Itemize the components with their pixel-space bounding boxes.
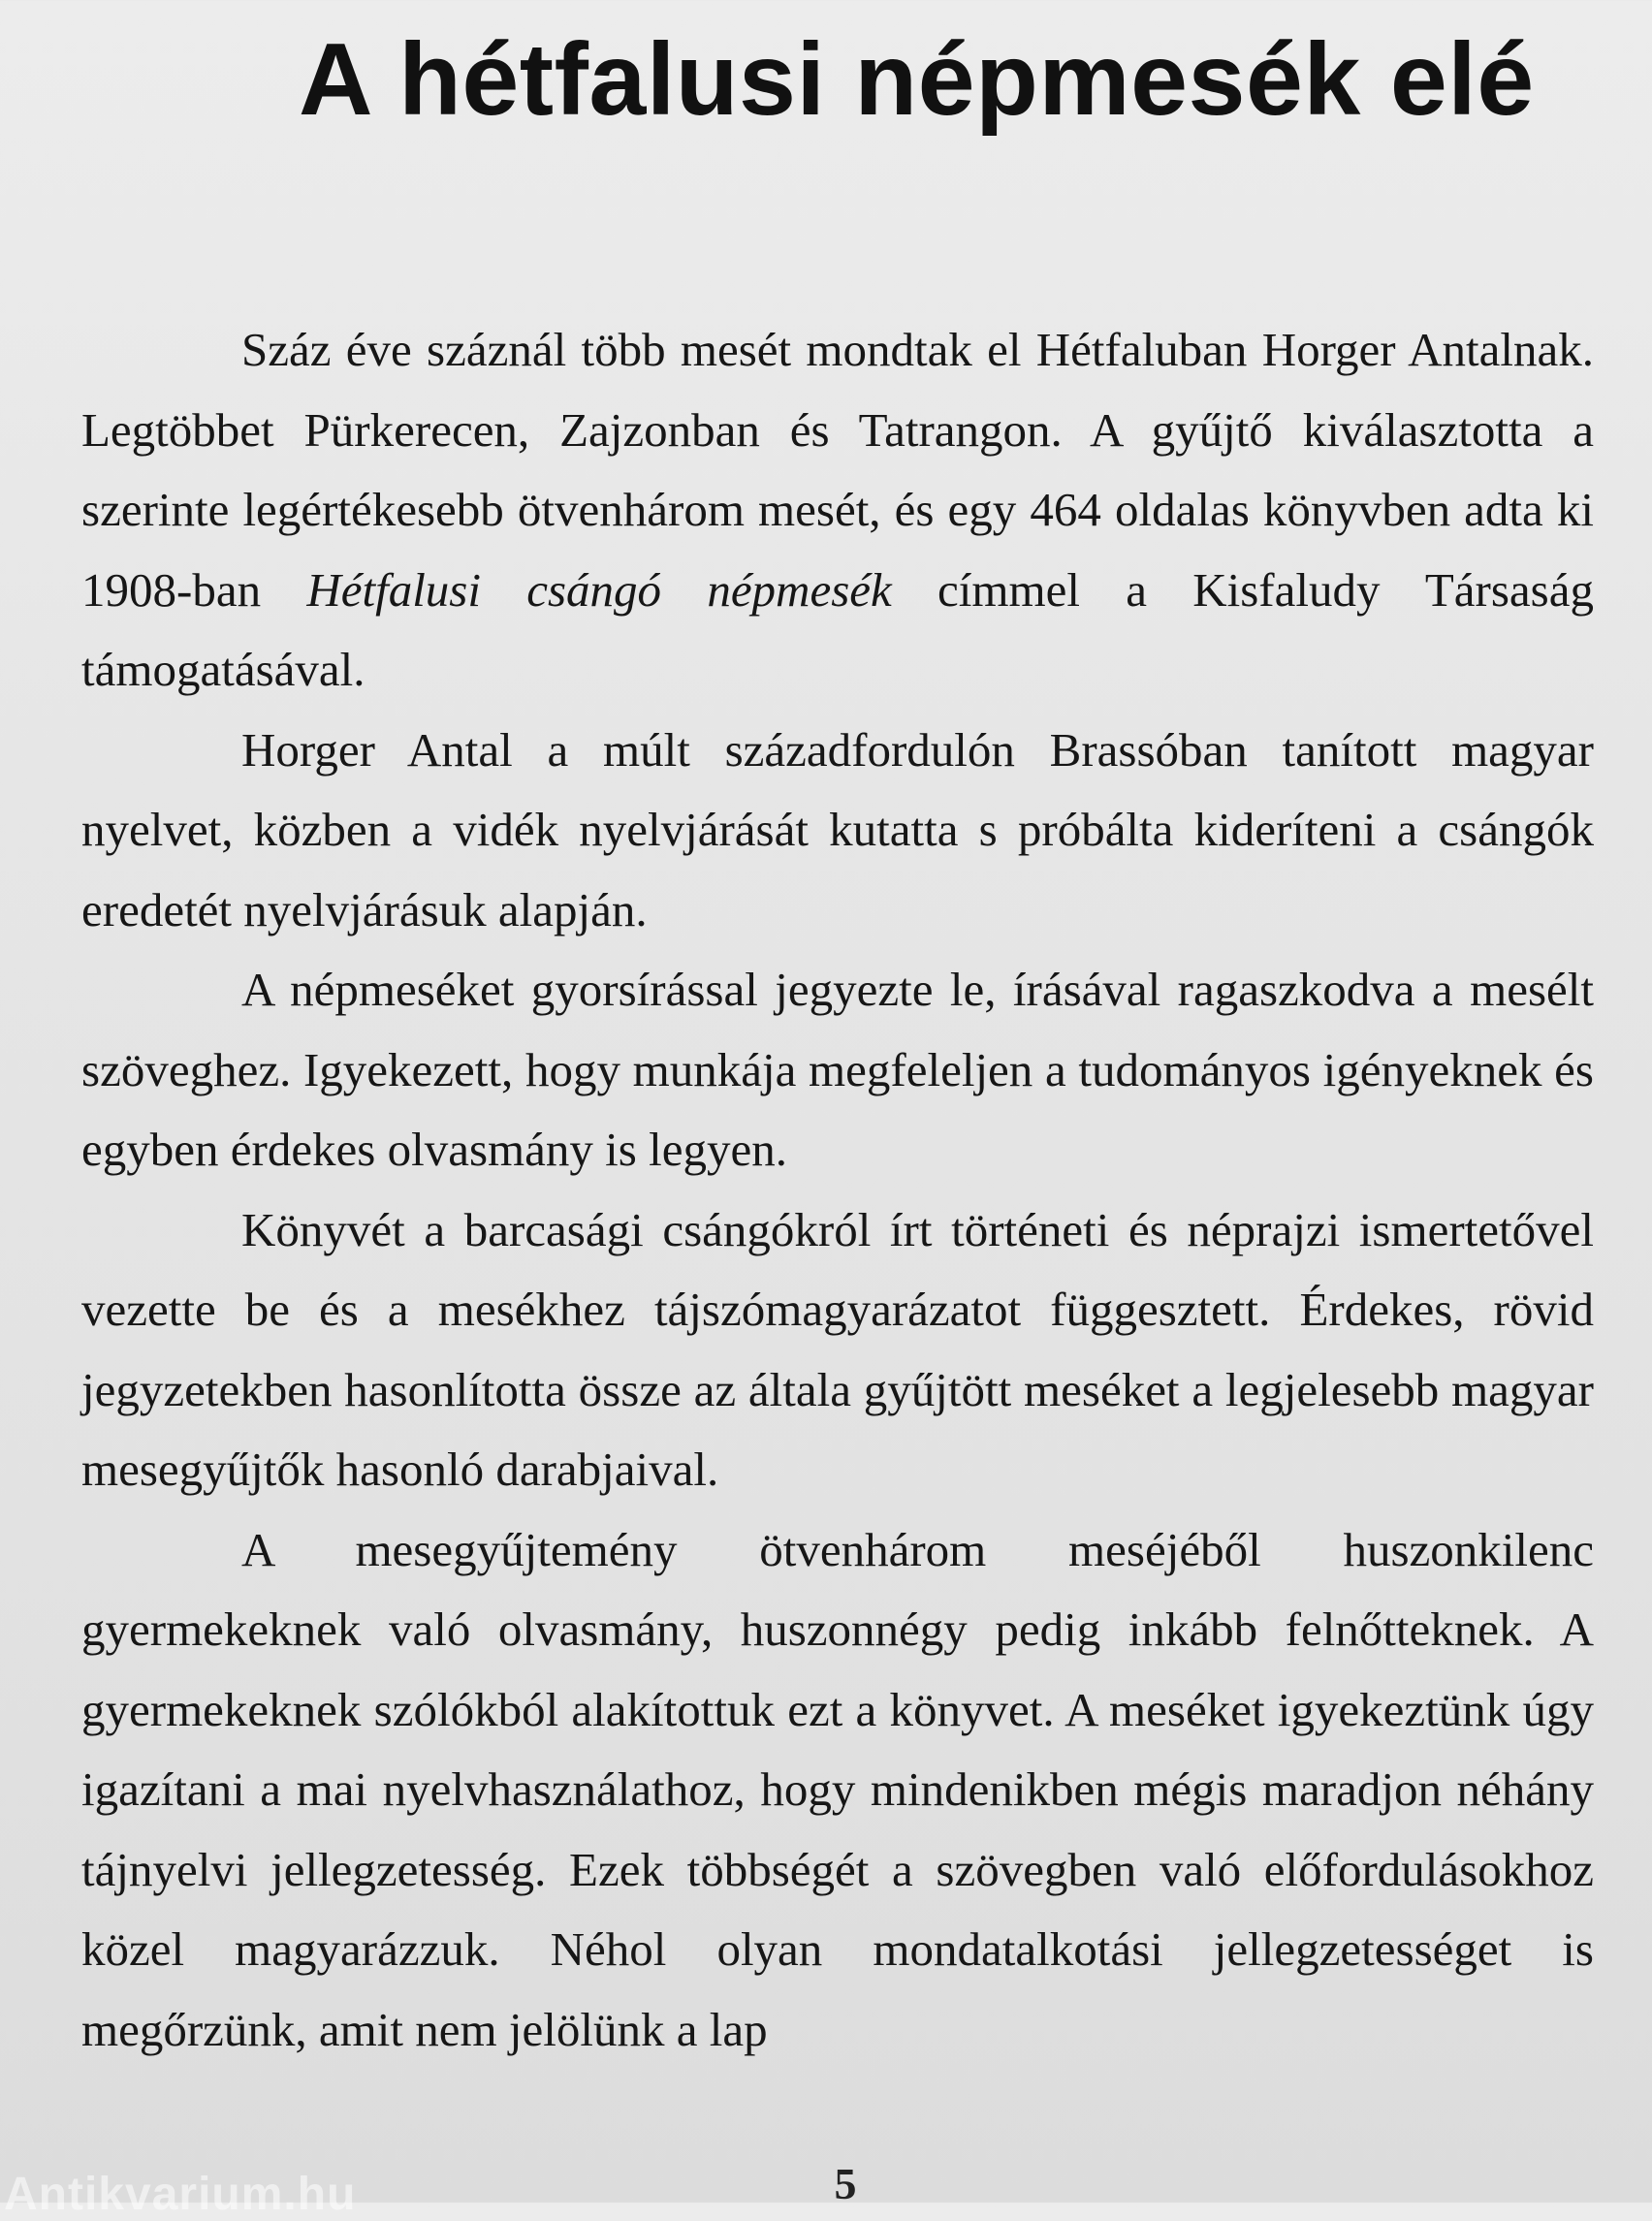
paragraph-3: A népmeséket gyorsírással jegyezte le, írásával ragaszkodva a mesélt szöveghez. Igyekezett, hogy munkája megfeleljen a tudományos igényeknek és egyben érdekes olvasmány is legyen. (81, 963, 1594, 1176)
paragraph-2: Horger Antal a múlt századfordulón Brassóban tanított magyar nyelvet, közben a vidék nyelvjárását kutatta s próbálta kideríteni a csángók eredetét nyelvjárásuk alapján. (81, 722, 1594, 936)
body-text (81, 310, 1594, 2070)
page-title: A hétfalusi népmesék elé (299, 22, 1535, 137)
paragraph-1-text-end: címmel a Kisfaludy Társaság támogatásával. (81, 562, 1594, 696)
paragraph-1 (81, 310, 1594, 711)
watermark: Antikvarium.hu (4, 2169, 357, 2220)
paragraph-1-text-start: Száz éve száznál több mesét mondtak el Hétfaluban Horger Antalnak. Legtöbbet Pürkerecen, Zajzonban és Tatrangon. A gyűjtő kiválasztotta a szerinte legértékesebb ötvenhárom mesét, és egy 464 oldalas könyvben adta ki 1908-ban (81, 323, 1594, 617)
paragraph-5: A mesegyűjtemény ötvenhárom meséjéből huszonkilenc gyermekeknek való olvasmány, huszonnégy pedig inkább felnőtteknek. A gyermekeknek szólókból alakítottuk ezt a könyvet. A meséket igyekeztünk úgy igazítani a mai nyelvhasználathoz, hogy mindenikben mégis maradjon néhány tájnyelvi jellegzetesség. Ezek többségét a szövegben való előfordulásokhoz közel magyarázzuk. Néhol olyan mondatalkotási jellegzetességet is megőrzünk, amit nem jelölünk a lap (81, 1522, 1594, 2056)
page-number: 5 (834, 2159, 857, 2208)
book-title-italic: Hétfalusi csángó népmesék (306, 562, 892, 617)
paragraph-4: Könyvét a barcasági csángókról írt történeti és néprajzi ismertetővel vezette be és a mesékhez tájszómagyarázatot függesztett. Érdekes, rövid jegyzetekben hasonlította össze az általa gyűjtött meséket a legjelesebb magyar mesegyűjtők hasonló darabjaival. (81, 1202, 1594, 1496)
